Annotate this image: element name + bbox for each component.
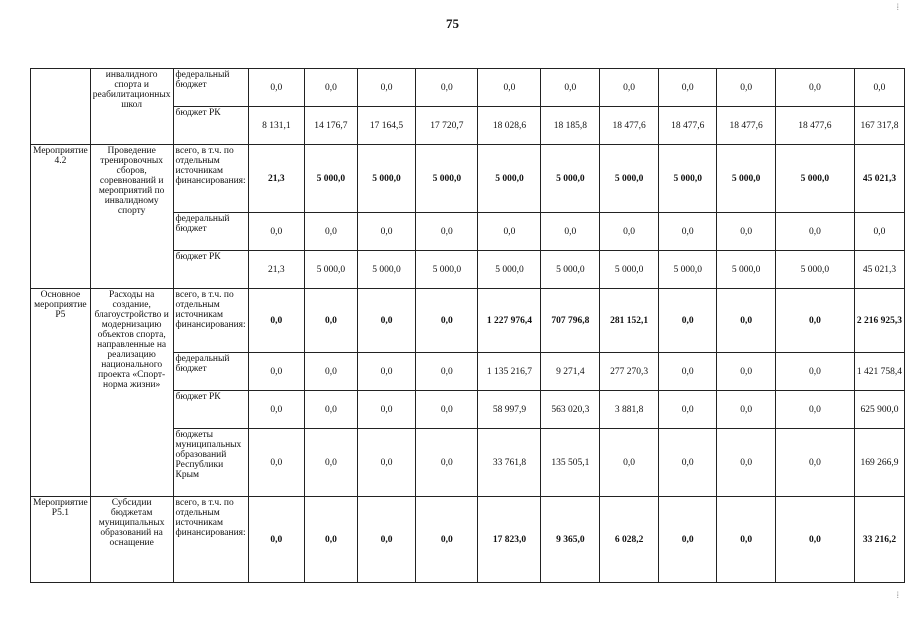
year-value: 0,0 xyxy=(659,69,717,107)
year-value: 0,0 xyxy=(717,69,775,107)
row-total-value: 33 216,2 xyxy=(854,497,904,583)
activity-name: Проведение тренировочных сборов, соревнований и мероприятий по инвалидному спорту xyxy=(90,145,173,289)
year-value: 0,0 xyxy=(248,213,304,251)
year-value: 5 000,0 xyxy=(659,145,717,213)
year-value: 6 028,2 xyxy=(600,497,659,583)
year-value: 0,0 xyxy=(248,289,304,353)
year-value: 5 000,0 xyxy=(541,145,600,213)
year-value: 0,0 xyxy=(304,353,357,391)
activity-code: Мероприятие 4.2 xyxy=(31,145,91,289)
year-value: 0,0 xyxy=(717,391,775,429)
year-value: 5 000,0 xyxy=(659,251,717,289)
year-value: 0,0 xyxy=(248,429,304,497)
margin-mark: ⁞ xyxy=(896,2,899,12)
year-value: 5 000,0 xyxy=(775,145,854,213)
year-value: 0,0 xyxy=(541,213,600,251)
table-row xyxy=(31,497,905,583)
year-value: 0,0 xyxy=(357,69,415,107)
funding-source: бюджеты муниципальных образований Республики Крым xyxy=(173,429,248,497)
year-value: 0,0 xyxy=(416,289,478,353)
row-total-value: 0,0 xyxy=(854,69,904,107)
year-value: 0,0 xyxy=(775,429,854,497)
row-total-value: 169 266,9 xyxy=(854,429,904,497)
funding-source: бюджет РК xyxy=(173,251,248,289)
year-value: 18 477,6 xyxy=(659,107,717,145)
year-value: 0,0 xyxy=(357,497,415,583)
year-value: 0,0 xyxy=(717,289,775,353)
year-value: 0,0 xyxy=(304,497,357,583)
year-value: 277 270,3 xyxy=(600,353,659,391)
activity-name: Субсидии бюджетам муниципальных образований на оснащение xyxy=(90,497,173,583)
year-value: 14 176,7 xyxy=(304,107,357,145)
activity-code xyxy=(31,69,91,145)
year-value: 0,0 xyxy=(775,353,854,391)
year-value: 0,0 xyxy=(416,353,478,391)
year-value: 0,0 xyxy=(248,497,304,583)
year-value: 0,0 xyxy=(357,213,415,251)
funding-source: всего, в т.ч. по отдельным источникам финансирования: xyxy=(173,145,248,213)
row-total-value: 167 317,8 xyxy=(854,107,904,145)
year-value: 0,0 xyxy=(775,497,854,583)
year-value: 0,0 xyxy=(416,391,478,429)
row-total-value: 45 021,3 xyxy=(854,251,904,289)
year-value: 33 761,8 xyxy=(478,429,541,497)
year-value: 0,0 xyxy=(659,289,717,353)
year-value: 5 000,0 xyxy=(600,251,659,289)
year-value: 5 000,0 xyxy=(478,145,541,213)
year-value: 8 131,1 xyxy=(248,107,304,145)
year-value: 5 000,0 xyxy=(416,145,478,213)
activity-name: Расходы на создание, благоустройство и модернизацию объектов спорта, направленные на реализацию национального проекта «Спорт-норма жизни» xyxy=(90,289,173,497)
year-value: 563 020,3 xyxy=(541,391,600,429)
table-row xyxy=(31,145,905,213)
year-value: 0,0 xyxy=(416,69,478,107)
year-value: 18 028,6 xyxy=(478,107,541,145)
year-value: 0,0 xyxy=(541,69,600,107)
page-number: 75 xyxy=(446,16,459,31)
year-value: 0,0 xyxy=(248,391,304,429)
row-total-value: 2 216 925,3 xyxy=(854,289,904,353)
year-value: 17 720,7 xyxy=(416,107,478,145)
year-value: 0,0 xyxy=(775,391,854,429)
funding-source: федеральный бюджет xyxy=(173,353,248,391)
year-value: 0,0 xyxy=(357,429,415,497)
year-value: 58 997,9 xyxy=(478,391,541,429)
funding-source: федеральный бюджет xyxy=(173,69,248,107)
table-row xyxy=(31,69,905,107)
year-value: 0,0 xyxy=(357,391,415,429)
row-total-value: 625 900,0 xyxy=(854,391,904,429)
year-value: 9 271,4 xyxy=(541,353,600,391)
year-value: 0,0 xyxy=(717,213,775,251)
year-value: 17 823,0 xyxy=(478,497,541,583)
year-value: 0,0 xyxy=(600,213,659,251)
year-value: 0,0 xyxy=(659,213,717,251)
year-value: 0,0 xyxy=(478,69,541,107)
year-value: 18 477,6 xyxy=(775,107,854,145)
year-value: 5 000,0 xyxy=(357,145,415,213)
funding-source: бюджет РК xyxy=(173,391,248,429)
year-value: 0,0 xyxy=(600,69,659,107)
year-value: 0,0 xyxy=(416,429,478,497)
year-value: 9 365,0 xyxy=(541,497,600,583)
year-value: 135 505,1 xyxy=(541,429,600,497)
year-value: 0,0 xyxy=(659,391,717,429)
year-value: 5 000,0 xyxy=(600,145,659,213)
year-value: 21,3 xyxy=(248,145,304,213)
year-value: 0,0 xyxy=(304,289,357,353)
row-total-value: 1 421 758,4 xyxy=(854,353,904,391)
year-value: 0,0 xyxy=(416,213,478,251)
year-value: 0,0 xyxy=(357,353,415,391)
funding-source: всего, в т.ч. по отдельным источникам финансирования: xyxy=(173,289,248,353)
activity-code: Основное мероприятие Р5 xyxy=(31,289,91,497)
year-value: 5 000,0 xyxy=(416,251,478,289)
year-value: 0,0 xyxy=(600,429,659,497)
year-value: 0,0 xyxy=(717,353,775,391)
year-value: 0,0 xyxy=(478,213,541,251)
funding-source: бюджет РК xyxy=(173,107,248,145)
year-value: 5 000,0 xyxy=(304,251,357,289)
funding-source: всего, в т.ч. по отдельным источникам финансирования: xyxy=(173,497,248,583)
year-value: 0,0 xyxy=(717,497,775,583)
year-value: 17 164,5 xyxy=(357,107,415,145)
year-value: 5 000,0 xyxy=(775,251,854,289)
year-value: 0,0 xyxy=(659,429,717,497)
year-value: 18 185,8 xyxy=(541,107,600,145)
year-value: 0,0 xyxy=(357,289,415,353)
year-value: 1 135 216,7 xyxy=(478,353,541,391)
year-value: 0,0 xyxy=(659,497,717,583)
year-value: 707 796,8 xyxy=(541,289,600,353)
year-value: 0,0 xyxy=(304,391,357,429)
year-value: 0,0 xyxy=(775,289,854,353)
year-value: 5 000,0 xyxy=(717,145,775,213)
year-value: 0,0 xyxy=(775,69,854,107)
year-value: 0,0 xyxy=(416,497,478,583)
year-value: 0,0 xyxy=(304,429,357,497)
funding-source: федеральный бюджет xyxy=(173,213,248,251)
year-value: 0,0 xyxy=(304,69,357,107)
year-value: 3 881,8 xyxy=(600,391,659,429)
activity-code: Мероприятие Р5.1 xyxy=(31,497,91,583)
year-value: 5 000,0 xyxy=(357,251,415,289)
year-value: 0,0 xyxy=(304,213,357,251)
year-value: 281 152,1 xyxy=(600,289,659,353)
year-value: 0,0 xyxy=(775,213,854,251)
year-value: 18 477,6 xyxy=(600,107,659,145)
year-value: 21,3 xyxy=(248,251,304,289)
year-value: 0,0 xyxy=(248,353,304,391)
row-total-value: 0,0 xyxy=(854,213,904,251)
year-value: 5 000,0 xyxy=(717,251,775,289)
margin-mark: ⁞ xyxy=(896,590,899,600)
row-total-value: 45 021,3 xyxy=(854,145,904,213)
year-value: 0,0 xyxy=(717,429,775,497)
year-value: 18 477,6 xyxy=(717,107,775,145)
year-value: 1 227 976,4 xyxy=(478,289,541,353)
year-value: 0,0 xyxy=(248,69,304,107)
year-value: 5 000,0 xyxy=(541,251,600,289)
year-value: 0,0 xyxy=(659,353,717,391)
year-value: 5 000,0 xyxy=(304,145,357,213)
year-value: 5 000,0 xyxy=(478,251,541,289)
table-row xyxy=(31,289,905,353)
activity-name: инвалидного спорта и реабилитационных школ xyxy=(90,69,173,145)
budget-table xyxy=(30,68,905,583)
